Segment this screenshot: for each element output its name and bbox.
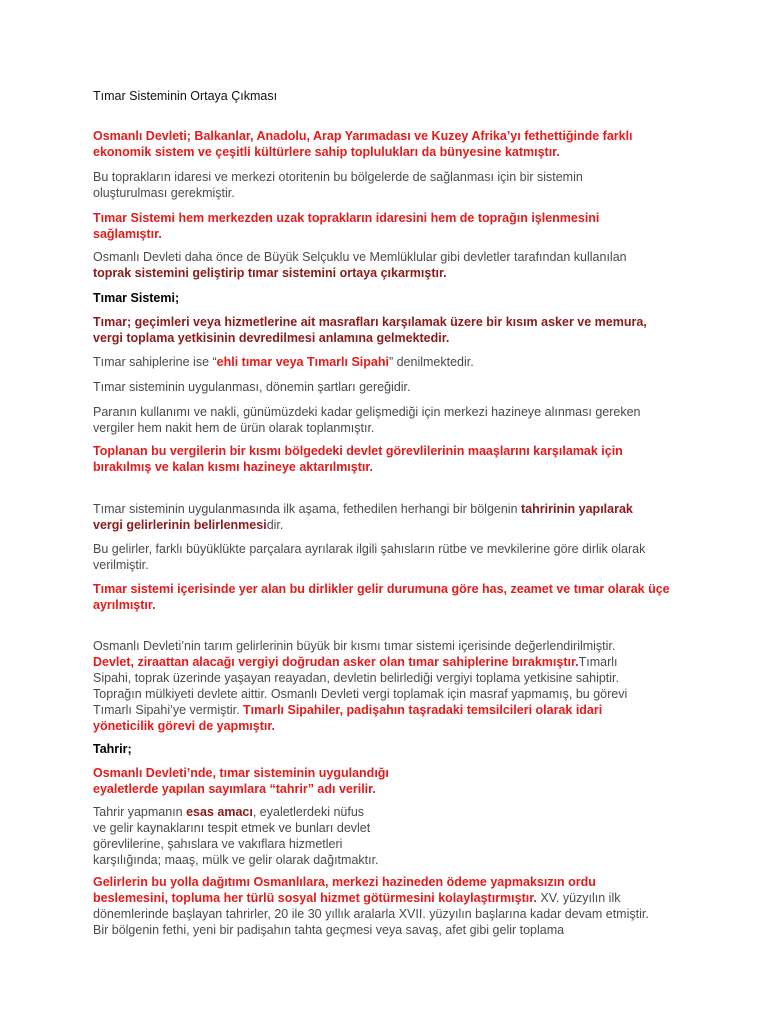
- paragraph-6-text-a: Tımar sahiplerine ise “: [93, 355, 217, 369]
- paragraph-13-highlight-d: Tımarlı Sipahiler, padişahın taşradaki temsilcileri olarak idari yöneticilik görevi de yapmıştır.: [93, 703, 603, 733]
- heading-timar-sistemi: Tımar Sistemi;: [93, 291, 180, 305]
- paragraph-6: [93, 354, 653, 370]
- paragraph-9: Toplanan bu vergilerin bir kısmı bölgedeki devlet görevlilerinin maaşlarını karşılamak için bırakılmış ve kalan kısmı hazineye aktarılmıştır.: [93, 444, 623, 474]
- paragraph-13-text-c: Tımarlı Sipahi, toprak üzerinde yaşayan reayadan, devletin belirlediği vergiyi toplama yetkisine sahiptir. Toprağın mülkiyeti devlete aittir. Osmanlı Devleti vergi toplamak için masraf yapmamış, bu görevi Tımarlı Sipahi’ye vermiştir.: [93, 655, 628, 717]
- paragraph-12: Tımar sistemi içerisinde yer alan bu dirlikler gelir durumuna göre has, zeamet ve tımar olarak üçe ayrılmıştır.: [93, 582, 670, 612]
- paragraph-16-highlight: Gelirlerin bu yolla dağıtımı Osmanlılara, merkezi hazineden ödeme yapmaksızın ordu beslemesini, topluma her türlü sosyal hizmet götürmesini kolaylaştırmıştır.: [93, 875, 596, 905]
- paragraph-6-text-c: ” denilmektedir.: [388, 355, 474, 369]
- paragraph-4-text: Osmanlı Devleti daha önce de Büyük Selçuklu ve Memlüklular gibi devletler tarafından kullanılan: [93, 250, 627, 264]
- paragraph-15-text-a: Tahrir yapmanın: [93, 805, 187, 819]
- paragraph-15: [93, 804, 453, 868]
- paragraph-1: Osmanlı Devleti; Balkanlar, Anadolu, Arap Yarımadası ve Kuzey Afrika’yı fethettiğinde farklı ekonomik sistem ve çeşitli kültürlere sahip toplulukları da bünyesine katmıştır.: [93, 129, 633, 159]
- paragraph-4-highlight: toprak sistemini geliştirip tımar sistemini ortaya çıkarmıştır.: [93, 266, 447, 280]
- paragraph-7: Tımar sisteminin uygulanması, dönemin şartları gereğidir.: [93, 380, 411, 394]
- paragraph-10-text-a: Tımar sisteminin uygulanmasında ilk aşama, fethedilen herhangi bir bölgenin: [93, 502, 522, 516]
- paragraph-14: Osmanlı Devleti’nde, tımar sisteminin uygulandığı eyaletlerde yapılan sayımlara “tahrir” adı verilir.: [93, 766, 389, 796]
- document-title: Tımar Sisteminin Ortaya Çıkması: [93, 89, 278, 103]
- paragraph-10-highlight: tahririnin yapılarak vergi gelirlerinin belirlenmesi: [93, 502, 633, 532]
- paragraph-10-text-c: dir.: [266, 518, 284, 532]
- paragraph-2: Bu toprakların idaresi ve merkezi otoritenin bu bölgelerde de sağlanması için bir sistemin oluşturulması gerekmiştir.: [93, 170, 583, 200]
- paragraph-13-highlight-b: Devlet, ziraattan alacağı vergiyi doğrudan asker olan tımar sahiplerine bırakmıştır.: [93, 655, 579, 669]
- paragraph-6-highlight: ehli tımar veya Tımarlı Sipahi: [216, 355, 389, 369]
- paragraph-10: [93, 501, 638, 533]
- paragraph-15-text-c: , eyaletlerdeki nüfus ve gelir kaynaklarını tespit etmek ve bunları devlet görevlilerine, şahıslara ve vakıflara hizmetleri karşılığında; maaş, mülk ve gelir olarak dağıtmaktır.: [93, 805, 379, 867]
- paragraph-4: [93, 249, 653, 281]
- paragraph-8: Paranın kullanımı ve nakli, günümüzdeki kadar gelişmediği için merkezi hazineye alınması gereken vergiler hem nakit hem de ürün olarak toplanmıştır.: [93, 405, 641, 435]
- heading-tahrir: Tahrir;: [93, 742, 132, 756]
- paragraph-16: [93, 874, 658, 938]
- paragraph-5: Tımar; geçimleri veya hizmetlerine ait masrafları karşılamak üzere bir kısım asker ve memura, vergi toplama yetkisinin devredilmesi anlamına gelmektedir.: [93, 315, 647, 345]
- paragraph-13: [93, 638, 653, 734]
- paragraph-15-highlight: esas amacı: [186, 805, 253, 819]
- paragraph-3: Tımar Sistemi hem merkezden uzak toprakların idaresini hem de toprağın işlenmesini sağlamıştır.: [93, 211, 600, 241]
- paragraph-11: Bu gelirler, farklı büyüklükte parçalara ayrılarak ilgili şahısların rütbe ve mevkilerine göre dirlik olarak verilmiştir.: [93, 542, 646, 572]
- paragraph-16-text: XV. yüzyılın ilk dönemlerinde başlayan tahrirler, 20 ile 30 yıllık aralarla XVII. yüzyılın başlarına kadar devam etmiştir. Bir bölgenin fethi, yeni bir padişahın tahta geçmesi veya savaş, afet gibi gelir toplama: [93, 891, 649, 937]
- paragraph-13-text-a: Osmanlı Devleti’nin tarım gelirlerinin büyük bir kısmı tımar sistemi içerisinde değerlendirilmiştir.: [93, 639, 616, 653]
